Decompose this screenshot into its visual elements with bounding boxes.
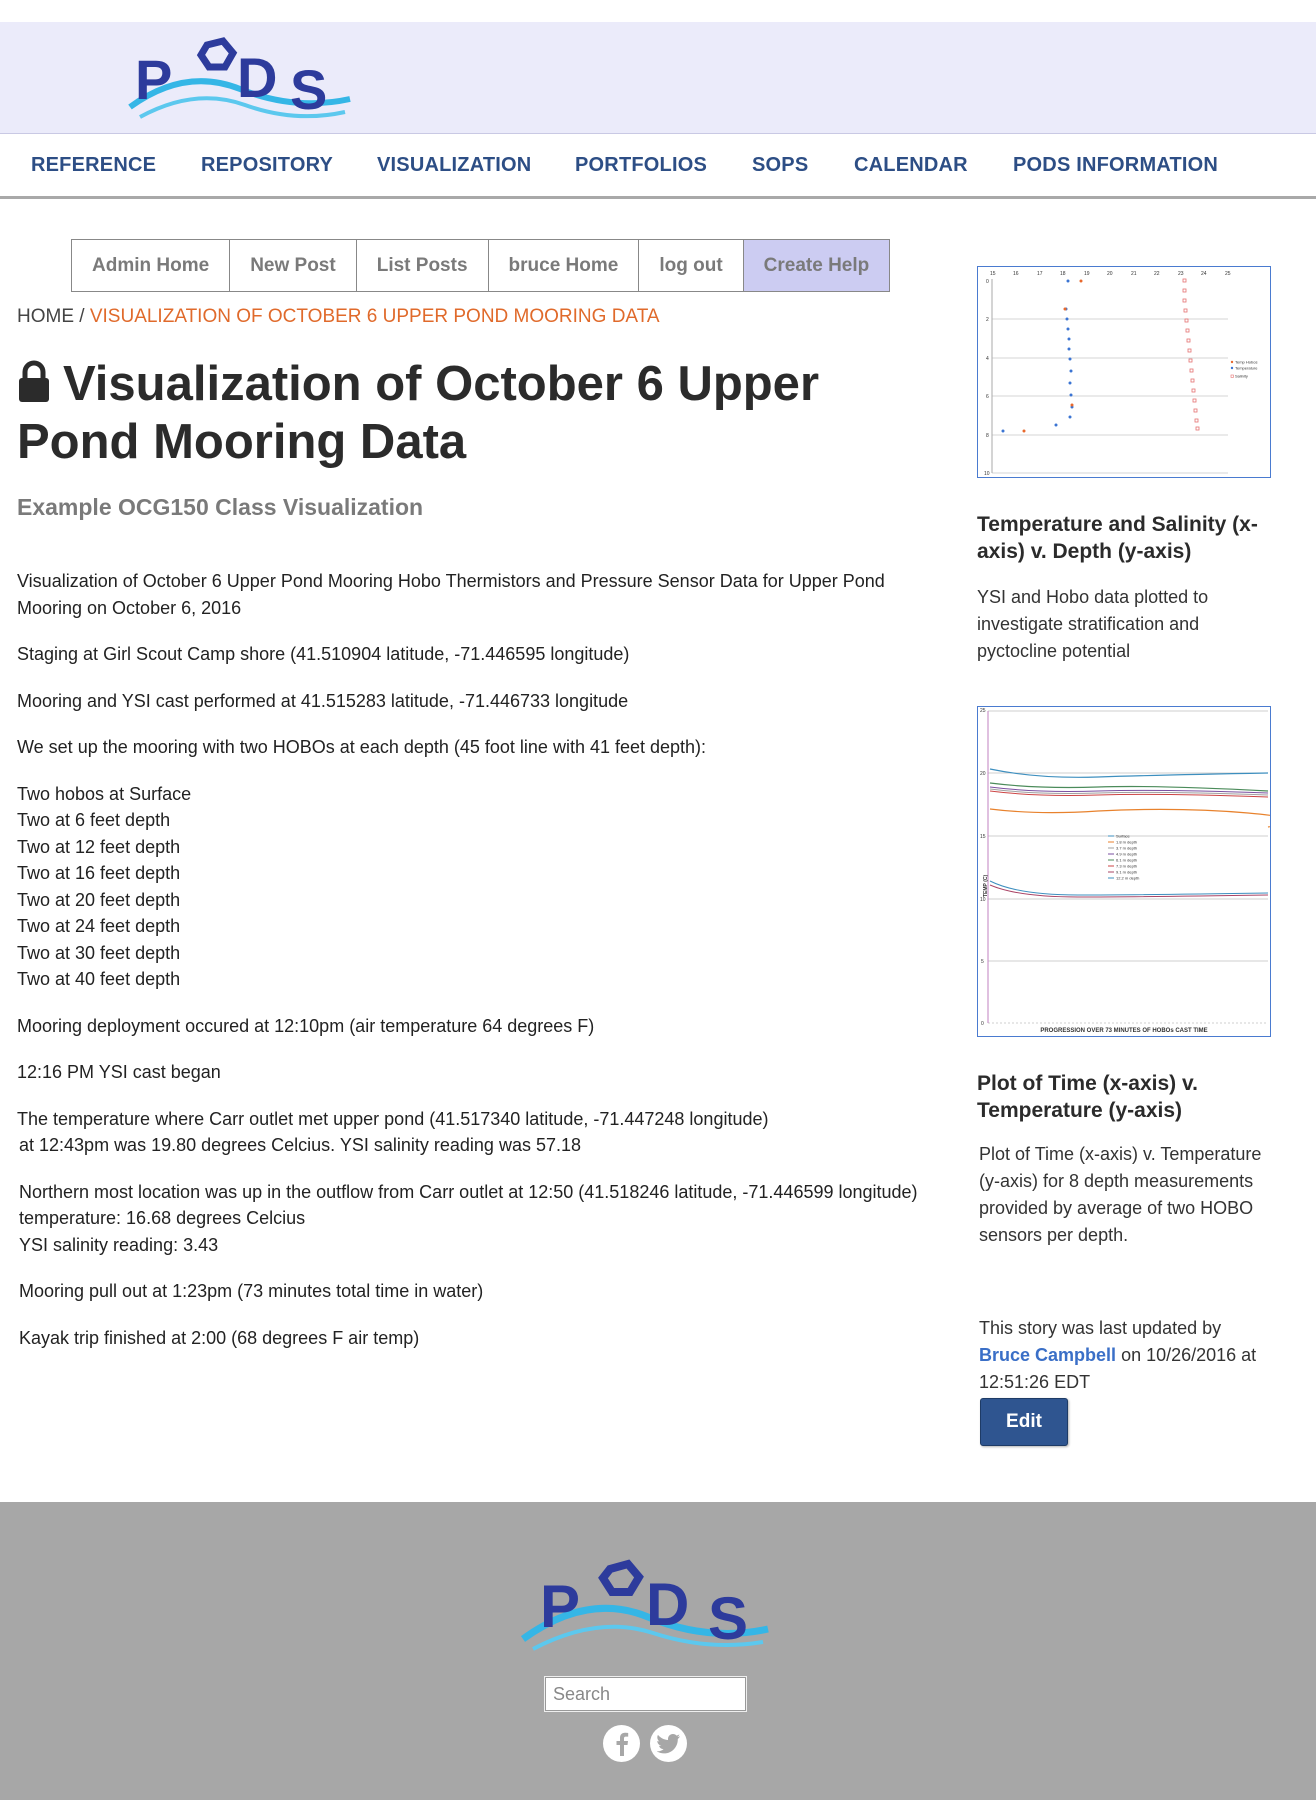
depth-item: Two at 20 feet depth (17, 889, 181, 910)
fig1-x-tick: 22 (1154, 271, 1160, 277)
edit-button[interactable]: Edit (980, 1398, 1068, 1446)
article-body (17, 568, 937, 1371)
fig1-y-tick: 0 (986, 279, 989, 285)
fig1-x-tick: 19 (1084, 271, 1090, 277)
north-line-2: temperature: 16.68 degrees Celcius (19, 1208, 306, 1228)
depth-list (17, 781, 937, 993)
nav-portfolios[interactable]: PORTFOLIOS (575, 154, 707, 176)
fig1-y-tick: 4 (986, 356, 989, 362)
search-input[interactable] (544, 1676, 747, 1712)
north-line-1: Northern most location was up in the outflow from Carr outlet at 12:50 (41.518246 latitude, -71.446599 longitude) (19, 1181, 918, 1202)
depth-item: Two at 16 feet depth (17, 863, 181, 883)
fig2-legend-label: 4.9 m depth (1116, 851, 1138, 857)
fig1-x-tick: 18 (1060, 271, 1066, 277)
fig2-x-label: PROGRESSION OVER 73 MINUTES OF HOBOs CAST TIME (1040, 1028, 1208, 1034)
fig2-y-tick: 25 (980, 708, 986, 714)
fig1-caption: Temperature and Salinity (x-axis) v. Depth (y-axis) (977, 513, 1258, 563)
page-title-text: Visualization of October 6 Upper Pond Mooring Data (17, 357, 820, 469)
time-temperature-image[interactable] (977, 706, 1271, 1037)
breadcrumb-current: VISUALIZATION OF OCTOBER 6 UPPER POND MOORING DATA (89, 306, 660, 327)
breadcrumb (17, 306, 660, 328)
nav-sops[interactable]: SOPS (752, 154, 809, 176)
page-subtitle: Example OCG150 Class Visualization (17, 494, 424, 520)
breadcrumb-home[interactable]: HOME (17, 306, 74, 327)
main-nav (0, 134, 1316, 199)
depth-item: Two at 6 feet depth (17, 810, 171, 830)
fig1-y-tick: 6 (986, 394, 989, 400)
fig1-legend (1231, 360, 1258, 379)
fig2-legend-label: 6.1 m depth (1116, 857, 1138, 863)
nav-visualization[interactable]: VISUALIZATION (377, 154, 532, 176)
fig2-y-label: TEMP (C) (983, 874, 989, 897)
fig1-y-ticks (984, 279, 990, 477)
svg-text:S: S (290, 58, 328, 121)
depth-item: Two hobos at Surface (17, 783, 192, 804)
nav-reference[interactable]: REFERENCE (31, 154, 157, 176)
kayak-paragraph: Kayak trip finished at 2:00 (68 degrees F air temp) (19, 1327, 420, 1348)
top-strip (0, 0, 1316, 22)
north-line-3: YSI salinity reading: 3.43 (19, 1234, 219, 1255)
depth-item: Two at 40 feet depth (17, 969, 181, 989)
fig2-legend (1108, 834, 1139, 881)
updated-suffix: on 10/26/2016 at 12:51:26 EDT (979, 1345, 1257, 1392)
depth-profile-plot (978, 267, 1270, 477)
depth-item: Two at 30 feet depth (17, 942, 181, 963)
fig1-x-tick: 21 (1131, 271, 1137, 277)
depth-profile-image[interactable] (977, 266, 1271, 478)
fig2-legend-label: 9.1 m depth (1116, 869, 1138, 875)
admin-home-button[interactable]: Admin Home (72, 240, 230, 291)
facebook-icon[interactable] (603, 1725, 640, 1762)
fig1-x-tick: 17 (1037, 271, 1043, 277)
page-title (17, 355, 917, 471)
fig1-y-tick: 10 (984, 471, 990, 477)
depth-item: Two at 12 feet depth (17, 836, 181, 857)
last-updated-info (979, 1315, 1279, 1396)
fig1-x-tick: 24 (1201, 271, 1207, 277)
nav-calendar[interactable]: CALENDAR (854, 154, 968, 176)
svg-text:D: D (646, 1571, 690, 1638)
carr-line-2: at 12:43pm was 19.80 degrees Celcius. YSI salinity reading was 57.18 (19, 1135, 581, 1155)
fig1-y-tick: 2 (986, 317, 989, 323)
fig1-legend-label: Temp Hobos (1235, 359, 1258, 365)
fig2-legend-label: 12.2 m depth (1116, 875, 1140, 881)
fig2-legend-label: Surface (1116, 833, 1130, 839)
fig1-x-tick: 23 (1178, 271, 1184, 277)
intro-paragraph: Visualization of October 6 Upper Pond Mooring Hobo Thermistors and Pressure Sensor Data for Upper Pond Mooring on October 6, 2016 (17, 571, 885, 618)
fig1-description: YSI and Hobo data plotted to investigate stratification and pyctocline potential (977, 587, 1209, 661)
fig1-x-ticks (990, 271, 1231, 277)
fig1-x-tick: 20 (1107, 271, 1113, 277)
breadcrumb-separator: / (74, 306, 90, 327)
new-post-button[interactable]: New Post (230, 240, 357, 291)
carr-paragraph (17, 1106, 937, 1159)
fig2-y-tick: 10 (980, 897, 986, 903)
setup-paragraph: We set up the mooring with two HOBOs at each depth (45 foot line with 41 feet depth): (17, 737, 707, 757)
svg-text:D: D (237, 46, 278, 109)
fig2-caption: Plot of Time (x-axis) v. Temperature (y-axis) (977, 1072, 1198, 1122)
fig1-legend-label: Temperature (1235, 365, 1258, 371)
fig1-x-tick: 15 (990, 271, 996, 277)
carr-line-1: The temperature where Carr outlet met upper pond (41.517340 latitude, -71.447248 longitude) (17, 1108, 769, 1129)
create-help-button[interactable]: Create Help (744, 240, 890, 291)
fig2-y-tick: 20 (980, 771, 986, 777)
svg-text:P: P (540, 1573, 581, 1640)
fig2-legend-label: 1.8 m depth (1116, 839, 1138, 845)
log-out-button[interactable]: log out (639, 240, 743, 291)
fig1-legend-label: Salinity (1235, 373, 1248, 379)
fig2-description: Plot of Time (x-axis) v. Temperature (y-axis) for 8 depth measurements provided by average of two HOBO sensors per depth. (979, 1144, 1262, 1245)
fig1-x-tick: 16 (1013, 271, 1019, 277)
fig2-legend-label: 7.3 m depth (1116, 863, 1138, 869)
fig2-y-ticks (980, 708, 986, 1027)
nav-repository[interactable]: REPOSITORY (201, 154, 334, 176)
site-header (0, 22, 1316, 134)
ysi-cast-paragraph: 12:16 PM YSI cast began (17, 1062, 221, 1082)
cast-paragraph: Mooring and YSI cast performed at 41.515283 latitude, -71.446733 longitude (17, 690, 629, 711)
fig2-legend-label: 3.7 m depth (1116, 845, 1138, 851)
pods-logo[interactable] (125, 27, 355, 127)
time-temperature-plot (978, 707, 1270, 1036)
north-paragraph (17, 1179, 937, 1259)
admin-toolbar (71, 239, 890, 292)
list-posts-button[interactable]: List Posts (357, 240, 489, 291)
lock-icon (17, 359, 51, 403)
nav-pods-information[interactable]: PODS INFORMATION (1013, 154, 1219, 176)
fig1-x-tick: 25 (1225, 271, 1231, 277)
svg-text:S: S (708, 1585, 749, 1652)
pull-out-paragraph: Mooring pull out at 1:23pm (73 minutes total time in water) (19, 1281, 484, 1301)
pods-footer-logo[interactable] (518, 1547, 773, 1657)
user-home-button[interactable]: bruce Home (489, 240, 640, 291)
author-link[interactable]: Bruce Campbell (979, 1345, 1117, 1365)
deployment-paragraph: Mooring deployment occured at 12:10pm (air temperature 64 degrees F) (17, 1015, 595, 1036)
fig2-y-tick: 5 (981, 959, 984, 965)
staging-paragraph: Staging at Girl Scout Camp shore (41.510904 latitude, -71.446595 longitude) (17, 644, 630, 664)
fig2-y-tick: 15 (980, 834, 986, 840)
depth-item: Two at 24 feet depth (17, 916, 181, 936)
fig1-y-tick: 8 (986, 433, 989, 439)
site-footer (0, 1502, 1316, 1800)
fig2-y-tick: 0 (981, 1021, 984, 1027)
updated-prefix: This story was last updated by (979, 1318, 1222, 1338)
twitter-icon[interactable] (650, 1725, 687, 1762)
svg-text:P: P (135, 48, 173, 111)
